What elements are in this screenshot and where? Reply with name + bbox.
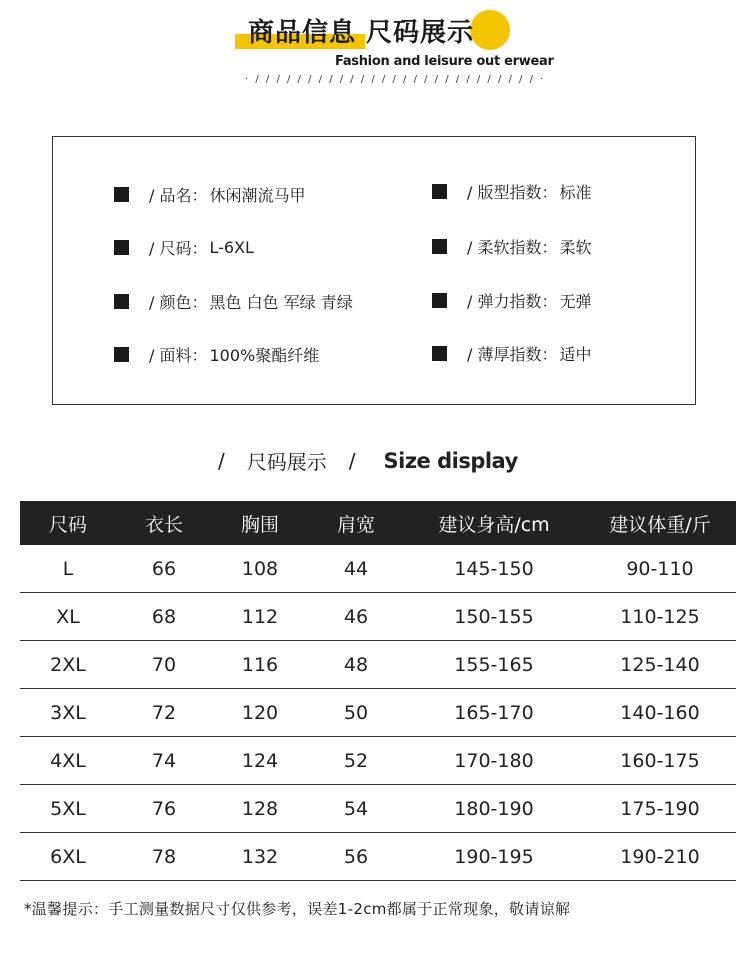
table-cell: 120 <box>212 689 308 737</box>
info-item-elasticity <box>432 287 592 313</box>
table-cell: 175-190 <box>584 785 736 833</box>
table-cell: 190-210 <box>584 833 736 881</box>
info-item-size <box>114 234 254 260</box>
table-cell: 54 <box>308 785 404 833</box>
table-cell: 132 <box>212 833 308 881</box>
table-row <box>20 785 736 833</box>
column-header: 肩宽 <box>308 501 404 545</box>
info-value: L-6XL <box>209 237 254 257</box>
info-value: 休闲潮流马甲 <box>209 185 306 205</box>
heading-slash: / <box>218 448 225 473</box>
info-label: / 弹力指数： <box>467 291 558 311</box>
table-cell: 165-170 <box>404 689 584 737</box>
table-cell: 50 <box>308 689 404 737</box>
info-item-color <box>114 288 353 314</box>
info-item-fit <box>432 178 592 204</box>
table-row <box>20 593 736 641</box>
table-cell: 6XL <box>20 833 116 881</box>
square-bullet-icon <box>432 184 447 199</box>
table-cell: 116 <box>212 641 308 689</box>
table-cell: 145-150 <box>404 545 584 593</box>
heading-cn: 尺码展示 <box>246 450 327 474</box>
info-item-softness <box>432 233 592 259</box>
table-cell: 108 <box>212 545 308 593</box>
info-label: / 品名： <box>149 185 208 205</box>
table-row <box>20 641 736 689</box>
info-item-thickness <box>432 340 592 366</box>
column-header: 建议身高/cm <box>404 501 584 545</box>
table-cell: 150-155 <box>404 593 584 641</box>
square-bullet-icon <box>432 293 447 308</box>
table-cell: 155-165 <box>404 641 584 689</box>
table-row <box>20 833 736 881</box>
table-cell: 190-195 <box>404 833 584 881</box>
info-value: 100%聚酯纤维 <box>209 345 320 365</box>
column-header: 尺码 <box>20 501 116 545</box>
table-cell: 180-190 <box>404 785 584 833</box>
table-cell: 74 <box>116 737 212 785</box>
table-cell: 5XL <box>20 785 116 833</box>
info-value: 适中 <box>559 344 592 364</box>
table-header-row <box>20 501 736 545</box>
table-cell: 140-160 <box>584 689 736 737</box>
size-note: *温馨提示：手工测量数据尺寸仅供参考，误差1-2cm都属于正常现象，敬请谅解 <box>24 900 571 918</box>
table-cell: 124 <box>212 737 308 785</box>
square-bullet-icon <box>114 240 129 255</box>
table-cell: 70 <box>116 641 212 689</box>
page-title: 商品信息 尺码展示 <box>248 18 475 48</box>
table-cell: 170-180 <box>404 737 584 785</box>
info-value: 标准 <box>559 182 592 202</box>
table-cell: 112 <box>212 593 308 641</box>
info-value: 黑色 白色 军绿 青绿 <box>209 292 353 312</box>
column-header: 衣长 <box>116 501 212 545</box>
column-header: 建议体重/斤 <box>584 501 736 545</box>
square-bullet-icon <box>432 239 447 254</box>
table-cell: 52 <box>308 737 404 785</box>
title-accent-circle <box>470 10 510 50</box>
table-cell: 68 <box>116 593 212 641</box>
table-cell: 4XL <box>20 737 116 785</box>
table-cell: 2XL <box>20 641 116 689</box>
info-item-fabric <box>114 341 319 367</box>
size-table <box>20 501 736 881</box>
info-label: / 版型指数： <box>467 182 558 202</box>
square-bullet-icon <box>114 347 129 362</box>
table-cell: 110-125 <box>584 593 736 641</box>
table-row <box>20 545 736 593</box>
table-cell: 3XL <box>20 689 116 737</box>
table-cell: 72 <box>116 689 212 737</box>
title-divider-dots: · / / / / / / / / / / / / / / / / / / / / / / / / / / / · <box>245 74 546 85</box>
info-value: 柔软 <box>559 237 592 257</box>
size-section-heading <box>218 446 518 475</box>
square-bullet-icon <box>432 346 447 361</box>
table-cell: 90-110 <box>584 545 736 593</box>
table-cell: 128 <box>212 785 308 833</box>
table-cell: 44 <box>308 545 404 593</box>
heading-en: Size display <box>383 448 518 473</box>
info-item-name <box>114 181 306 207</box>
info-label: / 面料： <box>149 345 208 365</box>
square-bullet-icon <box>114 294 129 309</box>
table-cell: 125-140 <box>584 641 736 689</box>
square-bullet-icon <box>114 187 129 202</box>
table-cell: 160-175 <box>584 737 736 785</box>
info-label: / 薄厚指数： <box>467 344 558 364</box>
table-row <box>20 737 736 785</box>
table-cell: L <box>20 545 116 593</box>
heading-slash: / <box>348 448 356 473</box>
table-cell: 48 <box>308 641 404 689</box>
table-cell: 76 <box>116 785 212 833</box>
page-subtitle: Fashion and leisure out erwear <box>335 54 554 69</box>
column-header: 胸围 <box>212 501 308 545</box>
table-cell: 66 <box>116 545 212 593</box>
table-cell: 56 <box>308 833 404 881</box>
table-row <box>20 689 736 737</box>
table-cell: 78 <box>116 833 212 881</box>
info-label: / 颜色： <box>149 292 208 312</box>
info-label: / 尺码： <box>149 238 208 258</box>
table-cell: 46 <box>308 593 404 641</box>
table-cell: XL <box>20 593 116 641</box>
info-value: 无弹 <box>559 291 592 311</box>
info-label: / 柔软指数： <box>467 237 558 257</box>
